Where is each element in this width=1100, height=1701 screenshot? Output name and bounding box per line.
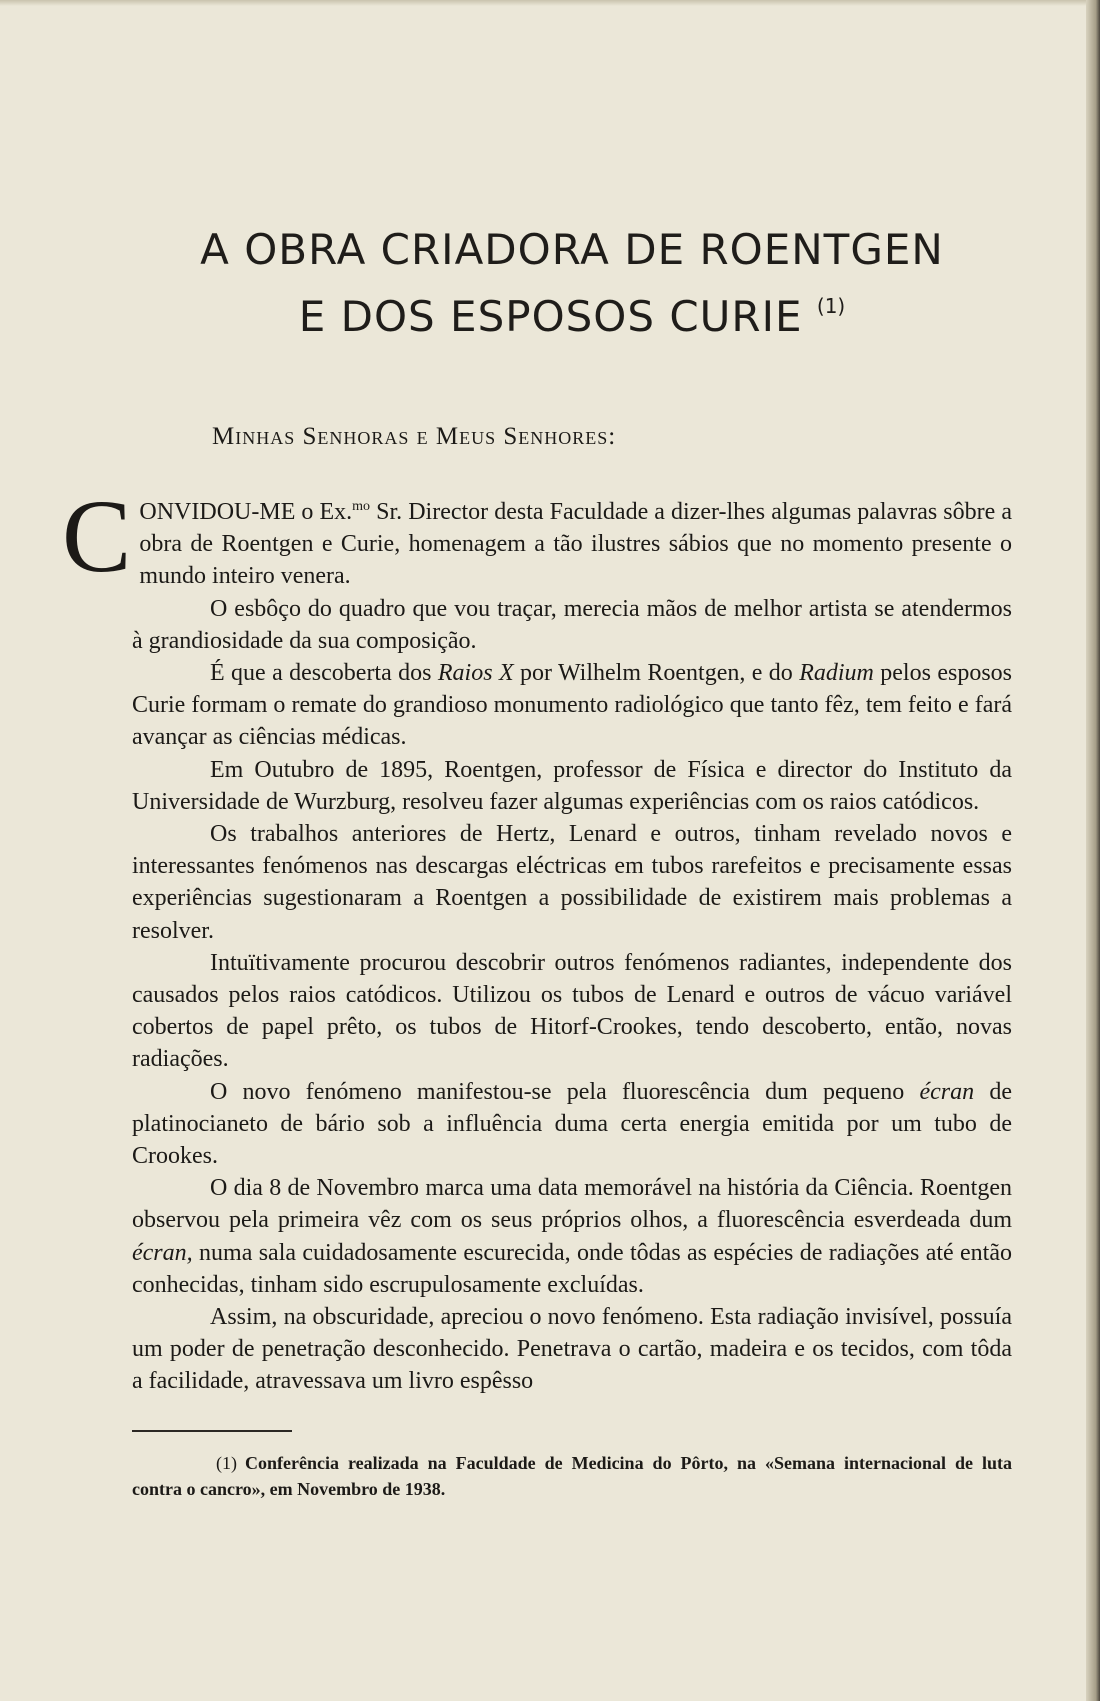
paragraph-1-text-b: Sr. Director desta Faculdade a dizer-lhes algumas palavras sôbre a obra de Roentgen e Curie, homenagem a tão ilustres sábios que no momento presente o mundo inteiro venera. (139, 499, 1012, 590)
paragraph-3-text-b: por Wilhelm Roentgen, e do (513, 660, 800, 687)
paragraph-7-text-b: de platinocianeto de bário sob a influência duma certa energia emitida por um tubo de Crookes. (132, 1078, 1013, 1170)
opening-word: ONVIDOU-ME (139, 499, 296, 525)
paragraph-3-text-a: É que a descoberta dos (210, 660, 438, 687)
paragraph-3-italic-2: Radium (799, 660, 874, 687)
paragraph-8-italic: écran, (132, 1239, 193, 1266)
article-body (62, 479, 1013, 1398)
paragraph-7 (132, 1076, 1012, 1173)
paragraph-8 (132, 1172, 1012, 1301)
page-top-edge (0, 0, 1086, 6)
paragraph-7-italic: écran (919, 1078, 975, 1105)
footnote (132, 1450, 1012, 1502)
paragraph-4: Em Outubro de 1895, Roentgen, professor de Física e director do Instituto da Universidade de Wurzburg, resolveu fazer algumas experiências com os raios catódicos. (132, 756, 1012, 815)
page-content (62, 222, 1013, 1502)
salutation: Minhas Senhoras e Meus Senhores: (212, 423, 617, 450)
footnote-text: Conferência realizada na Faculdade de Medicina do Pôrto, na «Semana internacional de luta contra o cancro», em Novembro de 1938. (132, 1452, 1012, 1499)
paragraph-1-superscript: mo (352, 499, 371, 514)
book-spine-shadow (1086, 0, 1100, 1701)
paragraph-1 (62, 479, 1012, 594)
title-footnote-ref: (1) (816, 294, 846, 318)
paragraph-6: Intuïtivamente procurou descobrir outros fenómenos radiantes, independente dos causados pelos raios catódicos. Utilizou os tubos de Lenard e outros de vácuo variável cobertos de papel prêto, os tubos de Hitorf-Crookes, tendo descoberto, então, novas radiações. (132, 949, 1012, 1073)
paragraph-5: Os trabalhos anteriores de Hertz, Lenard e outros, tinham revelado novos e interessantes fenómenos nas descargas eléctricas em tubos rarefeitos e precisamente essas experiências sugestionaram a Roentgen a possibilidade de existirem mais problemas a resolver. (132, 821, 1012, 944)
paragraph-3-italic-1: Raios X (437, 660, 514, 687)
paragraph-3-text-c: pelos esposos Curie formam o remate do grandioso monumento radiológico que tanto fêz, tem feito e fará avançar as ciências médicas. (132, 660, 1012, 751)
paragraph-8-text-b: numa sala cuidadosamente escurecida, onde tôdas as espécies de radiações até então conhecidas, tinham sido escrupulosamente excluídas. (132, 1239, 1012, 1298)
paragraph-1-text-a: o Ex. (295, 499, 353, 525)
drop-cap: C (62, 479, 132, 594)
paragraph-3 (132, 657, 1012, 754)
title-line-1: A OBRA CRIADORA DE ROENTGEN (200, 225, 944, 274)
footnote-ref: (1) (216, 1452, 237, 1473)
footnote-divider (132, 1430, 292, 1432)
page-title (132, 222, 1012, 345)
paragraph-9: Assim, na obscuridade, apreciou o novo fenómeno. Esta radiação invisível, possuía um poder de penetração desconhecido. Penetrava o cartão, madeira e os tecidos, com tôda a facilidade, atravessava um livro espêsso (132, 1304, 1012, 1395)
title-line-2: E DOS ESPOSOS CURIE (298, 292, 803, 341)
paragraph-7-text-a: O novo fenómeno manifestou-se pela fluorescência dum pequeno (210, 1078, 920, 1105)
paragraph-8-text-a: O dia 8 de Novembro marca uma data memorável na história da Ciência. Roentgen observou pela primeira vêz com os seus próprios olhos, a fluorescência esverdeada dum (132, 1175, 1012, 1234)
paragraph-2: O esbôço do quadro que vou traçar, merecia mãos de melhor artista se atendermos à grandiosidade da sua composição. (132, 595, 1012, 654)
